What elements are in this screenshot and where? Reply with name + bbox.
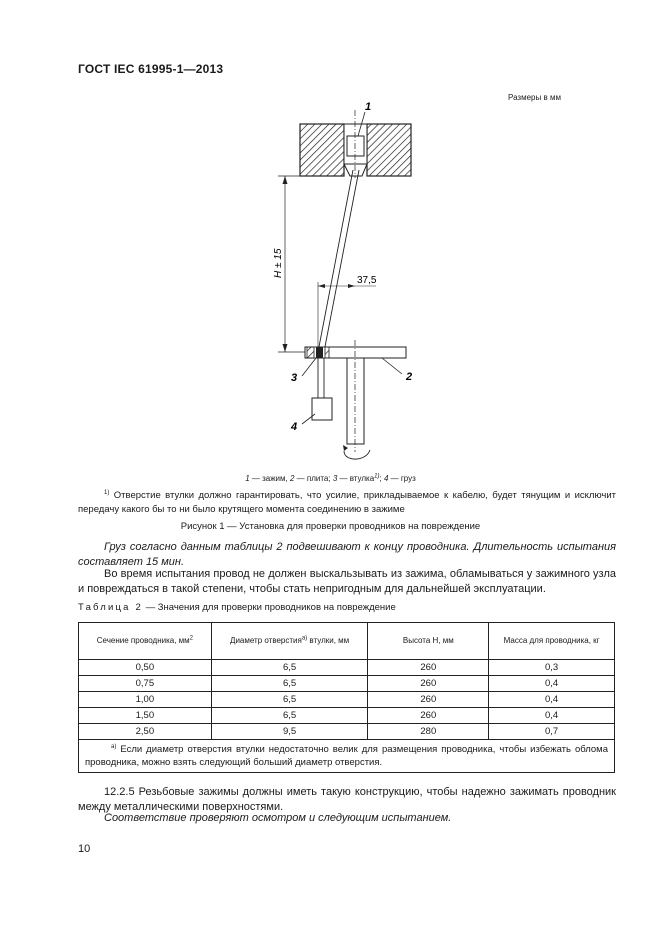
values-table	[78, 622, 615, 773]
header-cross-section: Сечение проводника, $мм^2$	[79, 623, 212, 660]
paragraph-requirement: Во время испытания провод не должен выскальзывать из зажима, обламываться у зажимного узла и повреждаться в такой степени, чтобы стать непригодным для дальнейшей эксплуатации.	[78, 568, 616, 595]
svg-text:1: 1	[365, 101, 372, 113]
cell: 1,50	[79, 708, 212, 724]
table-note-row	[79, 740, 615, 773]
cell: 0,3	[489, 660, 615, 676]
cell: 6,5	[211, 676, 368, 692]
cell: 260	[368, 708, 489, 724]
weight	[312, 398, 332, 420]
offset-dimension	[318, 275, 377, 352]
table-header-row	[79, 623, 615, 660]
svg-text:H ± 15: H ± 15	[273, 248, 284, 278]
figure-footnote: $^{1)}$ Отверстие втулки должно гарантировать, что усилие, прикладываемое к кабелю, будет тянущим и исключит передачу какого бы то ни было крутящего момента соединению в зажиме	[78, 489, 616, 515]
cell: 0,4	[489, 676, 615, 692]
plate	[305, 347, 406, 358]
units-note: Размеры в мм	[508, 93, 561, 102]
callout-3	[291, 358, 316, 384]
cell: 0,50	[79, 660, 212, 676]
table-note: $^{а)}$ Если диаметр отверстия втулки недостаточно велик для размещения проводника, чтобы избежать облома проводника, можно взять следующий больший диаметр отверстия.	[79, 740, 615, 773]
cell: 6,5	[211, 692, 368, 708]
table-row	[79, 676, 615, 692]
cell: 0,4	[489, 692, 615, 708]
cell: 6,5	[211, 660, 368, 676]
cell: 0,75	[79, 676, 212, 692]
cell: 0,4	[489, 708, 615, 724]
clamp-block	[300, 110, 411, 178]
cell: 260	[368, 676, 489, 692]
table-caption: Таблица 2 — Значения для проверки проводников на повреждение	[78, 602, 396, 613]
test-setup-figure	[250, 95, 470, 470]
cell: 260	[368, 692, 489, 708]
cell: 280	[368, 724, 489, 740]
cell: 2,50	[79, 724, 212, 740]
cell: 6,5	[211, 708, 368, 724]
cell: 9,5	[211, 724, 368, 740]
cell: 0,7	[489, 724, 615, 740]
figure-title: Рисунок 1 — Установка для проверки проводников на повреждение	[180, 521, 481, 532]
paragraph-load: Груз согласно данным таблицы 2 подвешивают к концу проводника. Длительность испытания составляет 15 мин.	[78, 541, 616, 568]
svg-text:2: 2	[406, 371, 413, 383]
cell: 260	[368, 660, 489, 676]
standard-code: ГОСТ IEC 61995-1—2013	[78, 62, 224, 76]
header-mass: Масса для проводника, кг	[489, 623, 615, 660]
paragraph-screw-terminals: 12.2.5 Резьбовые зажимы должны иметь такую конструкцию, чтобы надежно зажимать проводник между металлическими поверхностями.	[78, 786, 616, 813]
table-row	[79, 660, 615, 676]
callout-2	[382, 358, 412, 383]
table-row	[79, 724, 615, 740]
paragraph-compliance: Соответствие проверяют осмотром и следующим испытанием.	[104, 812, 452, 824]
height-dimension	[273, 176, 344, 352]
svg-text:37,5: 37,5	[357, 275, 377, 286]
table-row	[79, 708, 615, 724]
page-number: 10	[78, 843, 91, 855]
svg-text:4: 4	[291, 421, 298, 433]
header-height: Высота Н, мм	[368, 623, 489, 660]
figure-legend: 1 — зажим, 2 — плита; 3 — втулка$^{1)}$; 4 — груз	[245, 473, 416, 483]
table-row	[79, 692, 615, 708]
callout-4	[290, 414, 315, 433]
cell: 1,00	[79, 692, 212, 708]
svg-text:3: 3	[291, 372, 298, 384]
header-hole-diameter: Диаметр отверстия$^{а)}$ втулки, мм	[211, 623, 368, 660]
